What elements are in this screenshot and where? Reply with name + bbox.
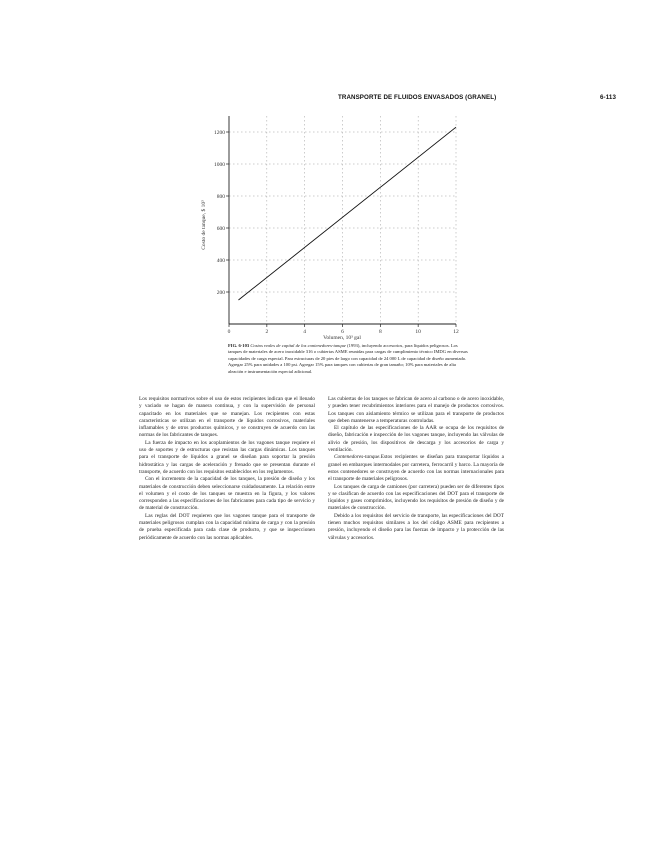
chart-axes <box>226 116 456 327</box>
paragraph: La fuerza de impacto en los acoplamientos de los vagones tanque requiere el uso de soportes y de estructuras que resistan las cargas dinámicas. Los tanques para el transporte de líquidos a granel se diseñan para soportar la presión hidrostática y las cargas de aceleración y frenado que se presentan durante el transporte, de acuerdo con los requisitos establecidos en los reglamentos. <box>139 439 315 475</box>
y-tick-label: 400 <box>216 258 225 264</box>
chart-gridlines <box>229 116 456 324</box>
caption-body: (1993), incluyendo accesorios, para líquidos peligrosos. Los tanques de materiales de acero inoxidable 316 o cubiertas ASME reunidas para cargas de cumplimiento técnico IMDG en diversas capacidades de carga especial. Para estructuras de 20 pies de largo con capacidad de 24 000 L de capacidad de diseño aumentado. Agregar 25% para unidades a 100 psi. Agregar 15% para tanques con cubiertas de gran tamaño; 10% para materiales de alta aleación e instrumentación especial adicional. <box>228 343 468 374</box>
y-tick-label: 600 <box>216 226 225 232</box>
x-tick-label: 2 <box>265 329 269 335</box>
paragraph: Debido a los requisitos del servicio de transporte, las especificaciones del DOT tienen muchos requisitos similares a los del código ASME para recipientes a presión, incluyendo el diseño para las fuerzas de impacto y la protección de las válvulas y accesorios. <box>328 512 504 541</box>
x-tick-label: 8 <box>378 329 382 335</box>
chart-tick-labels <box>214 130 459 335</box>
paragraph: Los requisitos normativos sobre el uso de estos recipientes indican que el llenado y vaciado se hagan de manera continua, y con la supervisión de personal capacitado en los materiales que se manejan. Los recipientes con estas características se utilizan en el transporte de líquidos corrosivos, materiales inflamables y de otros productos químicos, y se construyen de acuerdo con las normas de los fabricantes de tanques. <box>139 396 315 439</box>
page-number: 6-113 <box>600 94 616 101</box>
figure-caption <box>228 343 468 375</box>
x-tick-label: 12 <box>453 329 459 335</box>
y-tick-label: 800 <box>216 194 225 200</box>
chart-series <box>238 127 456 300</box>
y-tick-label: 1200 <box>214 130 225 136</box>
right-column <box>328 396 504 542</box>
x-tick-label: 4 <box>303 329 307 335</box>
left-column <box>139 396 315 542</box>
paragraph: Las cubiertas de los tanques se fabrican de acero al carbono o de acero inoxidable, y pueden tener recubrimientos interiores para el manejo de productos corrosivos. Los tanques con aislamiento térmico se utilizan para el transporte de productos que deben mantenerse a temperaturas controladas. <box>328 396 504 424</box>
chart-x-axis-label: Volumen, 10³ gal <box>323 335 361 341</box>
chart-y-axis-label: Costo de tanque, $ 10³ <box>201 200 207 250</box>
paragraph: El capítulo de las especificaciones de la AAR se ocupa de los requisitos de diseño, fabricación e inspección de los vagones tanque, incluyendo las válvulas de alivio de presión, los dispositivos de descarga y los accesorios de carga y ventilación. <box>328 425 504 454</box>
paragraph: Con el incremento de la capacidad de los tanques, la presión de diseño y los materiales de construcción deben seleccionarse cuidadosamente. La relación entre el volumen y el costo de los tanques se muestra en la figura, y los valores corresponden a las especificaciones de los fabricantes para cada tipo de servicio y de material de construcción. <box>139 476 315 512</box>
x-tick-label: 0 <box>227 329 231 335</box>
paragraph: Los tanques de carga de camiones (por carretera) pueden ser de diferentes tipos y se clasifican de acuerdo con las especificaciones del DOT para el transporte de líquidos y gases comprimidos, incluyendo los requisitos de presión de diseño y de materiales de construcción. <box>328 483 504 512</box>
caption-lead: Costos reales de capital de los contenedores-tanque <box>250 343 346 348</box>
x-tick-label: 10 <box>415 329 421 335</box>
y-tick-label: 200 <box>216 290 225 296</box>
series-line <box>238 127 456 300</box>
paragraph: Las reglas del DOT requieren que los vagones tanque para el transporte de materiales peligrosos cumplan con la capacidad mínima de carga y con la presión de prueba especificada para cada clase de producto, y que se inspeccionen periódicamente de acuerdo con las normas aplicables. <box>139 512 315 541</box>
paragraph: Contenedores-tanque.Estos recipientes se diseñan para transportar líquidos a granel en embarques intermodales por carretera, ferrocarril y barco. La mayoría de estos contenedores se construyen de acuerdo con las normas internacionales para el transporte de materiales peligrosos. <box>328 454 504 483</box>
x-tick-label: 6 <box>341 329 344 335</box>
figure-label: FIG. 6-103 <box>228 343 250 348</box>
running-title: TRANSPORTE DE FLUIDOS ENVASADOS (GRANEL) <box>338 94 497 101</box>
y-tick-label: 1000 <box>214 162 225 168</box>
